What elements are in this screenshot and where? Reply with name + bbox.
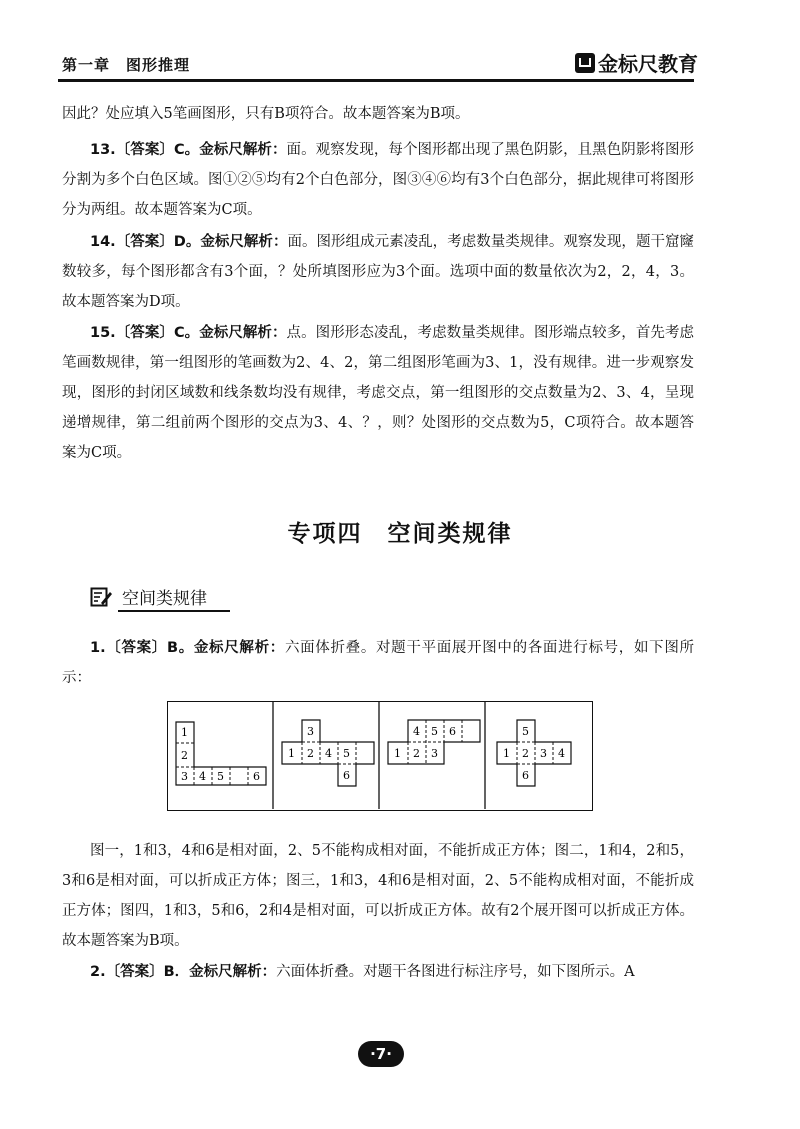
face-label: 4 <box>199 770 206 783</box>
header-rule <box>58 79 694 82</box>
net-panel-3 <box>388 720 480 764</box>
subsection-underline <box>118 610 230 612</box>
answer-13 <box>62 135 694 225</box>
subsection-heading <box>90 584 207 609</box>
face-label: 2 <box>307 747 314 760</box>
face-label: 4 <box>325 747 332 760</box>
face-label: 6 <box>449 725 456 738</box>
answer-label: 14.〔答案〕D。金标尺解析： <box>90 234 288 250</box>
face-label: 3 <box>431 747 438 760</box>
face-label: 6 <box>343 769 350 782</box>
answer-1 <box>62 633 694 693</box>
answer-text: 六面体折叠。对题干各图进行标注序号，如下图所示。A <box>276 964 635 980</box>
page-number: ·7· <box>358 1041 404 1067</box>
answer-label: 1.〔答案〕B。金标尺解析： <box>90 640 285 656</box>
face-label: 2 <box>522 747 529 760</box>
face-label: 4 <box>413 725 420 738</box>
face-label: 1 <box>503 747 510 760</box>
face-label: 1 <box>394 747 401 760</box>
edit-note-icon <box>90 586 112 608</box>
face-label: 3 <box>181 770 188 783</box>
answer-15 <box>62 318 694 468</box>
subsection-title: 空间类规律 <box>122 589 207 609</box>
answer-label: 15.〔答案〕C。金标尺解析： <box>90 325 287 341</box>
net-panel-4 <box>497 720 571 786</box>
brand-name: 金标尺教育 <box>598 52 698 76</box>
answer-text: 六面体折叠。对题干平面展开图中的各面进行标号，如下图所示： <box>62 640 694 686</box>
brand-logo <box>575 48 698 77</box>
chapter-title: 第一章 图形推理 <box>62 56 191 74</box>
answer-1-explanation: 图一，1和3，4和6是相对面，2、5不能构成相对面，不能折成正方体；图二，1和4，2和5，3和6是相对面，可以折成正方体；图三，1和3，4和6是相对面，2、5不能构成相对面，不能折成正方体；图四，1和3，5和6，2和4是相对面，可以折成正方体。故有2个展开图可以折成正方体。故本题答案为B项。 <box>62 843 694 949</box>
face-label: 5 <box>431 725 438 738</box>
face-label: 5 <box>217 770 224 783</box>
net-panel-2 <box>282 720 374 786</box>
face-label: 5 <box>343 747 350 760</box>
cube-nets-figure <box>167 701 593 811</box>
section-title: 专项四 空间类规律 <box>287 521 513 547</box>
face-label: 2 <box>413 747 420 760</box>
answer-text: 面。图形组成元素凌乱，考虑数量类规律。观察发现，题干窟窿数较多，每个图形都含有3个面，？处所填图形应为3个面。选项中面的数量依次为2，2，4，3。故本题答案为D项。 <box>62 234 694 310</box>
paragraph-text: 因此？处应填入5笔画图形，只有B项符合。故本题答案为B项。 <box>62 106 470 122</box>
answer-14 <box>62 227 694 317</box>
answer-label: 13.〔答案〕C。金标尺解析： <box>90 142 287 158</box>
paragraph-1 <box>62 99 694 129</box>
answer-text: 点。图形形态凌乱，考虑数量类规律。图形端点较多，首先考虑笔画数规律，第一组图形的笔画数为2、4、2，第二组图形笔画为3、1，没有规律。进一步观察发现，图形的封闭区域数和线条数均没有规律，考虑交点，第一组图形的交点数量为2、3、4，呈现递增规律，第二组前两个图形的交点为3、4、？，则？处图形的交点数为5，C项符合。故本题答案为C项。 <box>62 325 695 461</box>
cube-nets-svg <box>168 702 591 809</box>
face-label: 3 <box>307 725 314 738</box>
face-label: 1 <box>288 747 295 760</box>
brand-icon <box>575 53 595 73</box>
face-label: 4 <box>558 747 565 760</box>
face-label: 5 <box>522 725 529 738</box>
face-label: 2 <box>181 749 188 762</box>
face-label: 6 <box>253 770 260 783</box>
answer-2 <box>62 957 694 987</box>
face-label: 1 <box>181 726 188 739</box>
net-panel-1 <box>176 722 266 785</box>
answer-label: 2.〔答案〕B．金标尺解析： <box>90 964 277 980</box>
answer-text: 面。观察发现，每个图形都出现了黑色阴影，且黑色阴影将图形分割为多个白色区域。图①②⑤均有2个白色部分，图③④⑥均有3个白色部分，据此规律可将图形分为两组。故本题答案为C项。 <box>62 142 695 218</box>
face-label: 3 <box>540 747 547 760</box>
face-label: 6 <box>522 769 529 782</box>
